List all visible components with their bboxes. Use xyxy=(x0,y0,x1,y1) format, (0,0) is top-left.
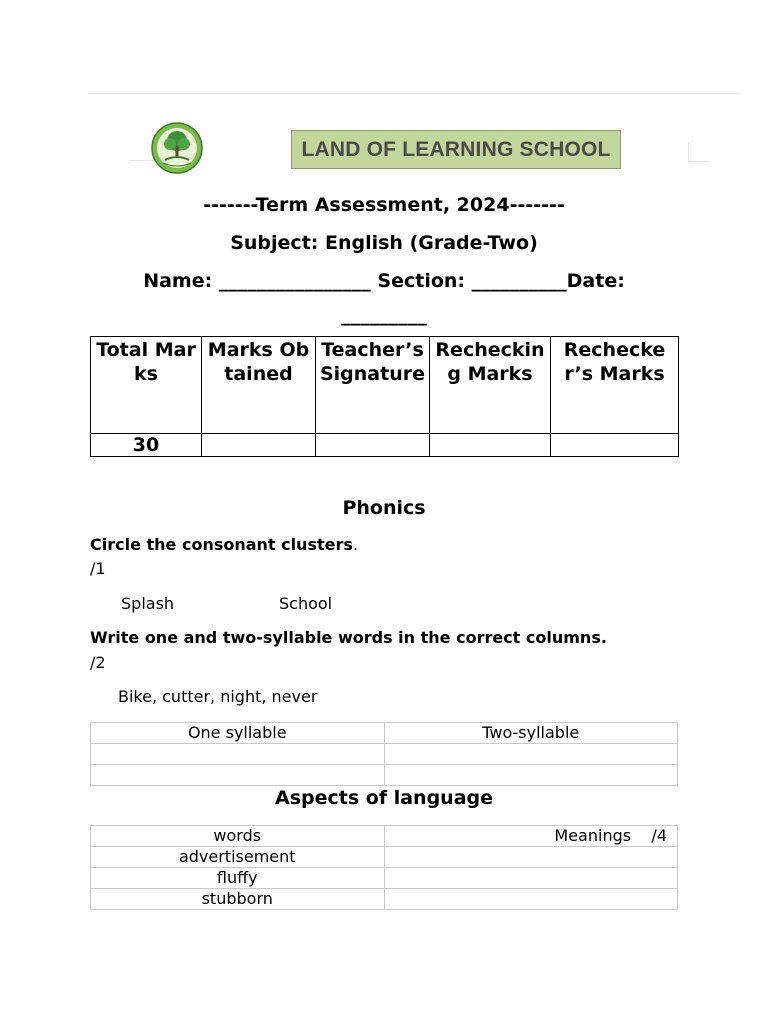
teacher-signature-cell[interactable] xyxy=(316,434,430,457)
question-1 xyxy=(90,535,358,554)
answer-cell[interactable] xyxy=(384,765,678,786)
column-meanings: Meanings /4 xyxy=(384,826,678,847)
marks-table xyxy=(90,336,679,457)
word-stubborn: stubborn xyxy=(91,889,385,910)
school-name-banner: LAND OF LEARNING SCHOOL xyxy=(291,130,621,169)
table-row xyxy=(91,868,678,889)
table-row xyxy=(91,847,678,868)
table-row xyxy=(91,723,678,744)
total-marks-value: 30 xyxy=(91,434,202,457)
question-2 xyxy=(90,628,607,647)
question-2-marks: /2 xyxy=(90,653,106,672)
header-rule xyxy=(88,93,740,94)
question-2-text: Write one and two-syllable words in the correct columns. xyxy=(90,628,607,647)
column-one-syllable: One syllable xyxy=(91,723,385,744)
table-row xyxy=(91,826,678,847)
phonics-title: Phonics xyxy=(342,497,426,519)
rechecking-marks-cell[interactable] xyxy=(430,434,551,457)
meanings-table xyxy=(90,825,678,910)
answer-cell[interactable] xyxy=(91,765,385,786)
answer-cell[interactable] xyxy=(384,744,678,765)
table-row xyxy=(91,765,678,786)
column-two-syllable: Two-syllable xyxy=(384,723,678,744)
header-corner-mark xyxy=(688,142,689,162)
word-school[interactable]: School xyxy=(279,594,333,613)
student-details-line-cont: _________ xyxy=(341,304,427,326)
header-total-marks: Total Marks xyxy=(91,337,202,434)
syllable-table xyxy=(90,722,678,786)
word-splash[interactable]: Splash xyxy=(121,594,175,613)
header-marks-obtained: Marks Obtained xyxy=(202,337,316,434)
term-title: -------Term Assessment, 2024------- xyxy=(203,194,565,216)
header-rechecker-marks: Rechecker’s Marks xyxy=(551,337,679,434)
table-row xyxy=(91,337,679,434)
student-details-line: Name: ________________ Section: __________Date: xyxy=(143,270,625,292)
table-row xyxy=(91,434,679,457)
marks-obtained-cell[interactable] xyxy=(202,434,316,457)
question-1-marks: /1 xyxy=(90,559,106,578)
header-corner-mark xyxy=(688,161,710,162)
rechecker-marks-cell[interactable] xyxy=(551,434,679,457)
answer-cell[interactable] xyxy=(91,744,385,765)
question-1-suffix: . xyxy=(352,535,359,554)
word-advertisement: advertisement xyxy=(91,847,385,868)
question-1-text: Circle the consonant clusters xyxy=(90,535,353,554)
table-row xyxy=(91,889,678,910)
meaning-cell[interactable] xyxy=(384,868,678,889)
column-words: words xyxy=(91,826,385,847)
language-title: Aspects of language xyxy=(275,787,493,809)
meaning-cell[interactable] xyxy=(384,847,678,868)
header-rechecking-marks: Rechecking Marks xyxy=(430,337,551,434)
table-row xyxy=(91,744,678,765)
syllable-word-list: Bike, cutter, night, never xyxy=(118,687,318,706)
word-fluffy: fluffy xyxy=(91,868,385,889)
meaning-cell[interactable] xyxy=(384,889,678,910)
tree-logo-icon xyxy=(151,122,203,174)
subject-title: Subject: English (Grade-Two) xyxy=(230,232,538,254)
header-teacher-signature: Teacher’s Signature xyxy=(316,337,430,434)
